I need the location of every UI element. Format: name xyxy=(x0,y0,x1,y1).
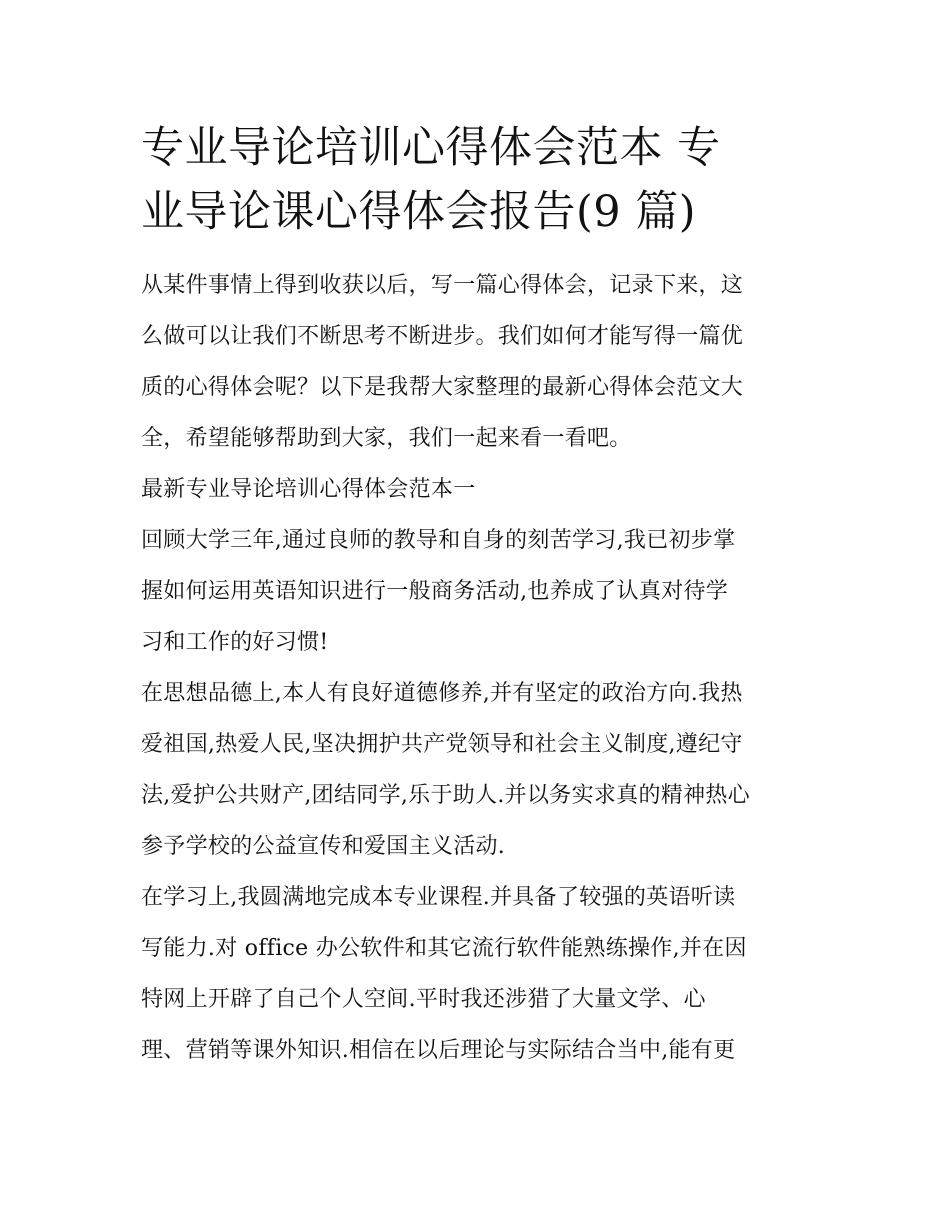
body-paragraph-2 xyxy=(141,668,813,872)
intro-line: 质的心得体会呢？以下是我帮大家整理的最新心得体会范文大 xyxy=(141,375,744,400)
paragraph-line: 特网上开辟了自己个人空间.平时我还涉猎了大量文学、心 xyxy=(141,987,706,1012)
paragraph-line: 握如何运用英语知识进行一般商务活动,也养成了认真对待学 xyxy=(141,579,729,604)
body-paragraph-1 xyxy=(141,515,813,668)
paragraph-line: 参予学校的公益宣传和爱国主义活动. xyxy=(141,834,506,859)
document-content xyxy=(141,116,813,1076)
document-title xyxy=(141,116,813,244)
paragraph-line: 爱祖国,热爱人民,坚决拥护共产党领导和社会主义制度,遵纪守 xyxy=(141,732,743,757)
intro-line: 全，希望能够帮助到大家，我们一起来看一看吧。 xyxy=(141,426,632,451)
section-heading: 最新专业导论培训心得体会范本一 xyxy=(141,477,476,502)
intro-line: 从某件事情上得到收获以后，写一篇心得体会，记录下来，这 xyxy=(141,273,744,298)
paragraph-line: 习和工作的好习惯! xyxy=(141,630,329,655)
title-line: 业导论课心得体会报告(9 篇) xyxy=(141,187,697,237)
paragraph-line: 在学习上,我圆满地完成本专业课程.并具备了较强的英语听读 xyxy=(141,885,736,910)
intro-paragraph xyxy=(141,260,813,464)
paragraph-line: 法,爱护公共财产,团结同学,乐于助人.并以务实求真的精神热心 xyxy=(141,783,750,808)
body-paragraph-3 xyxy=(141,872,813,1076)
paragraph-line: 在思想品德上,本人有良好道德修养,并有坚定的政治方向.我热 xyxy=(141,681,743,706)
title-line: 专业导论培训心得体会范本 专 xyxy=(141,123,721,173)
paragraph-line: 写能力.对 office 办公软件和其它流行软件能熟练操作,并在因 xyxy=(141,936,747,961)
intro-line: 么做可以让我们不断思考不断进步。我们如何才能写得一篇优 xyxy=(141,324,744,349)
paragraph-line: 理、营销等课外知识.相信在以后理论与实际结合当中,能有更 xyxy=(141,1038,736,1063)
paragraph-line: 回顾大学三年,通过良师的教导和自身的刻苦学习,我已初步掌 xyxy=(141,528,736,553)
